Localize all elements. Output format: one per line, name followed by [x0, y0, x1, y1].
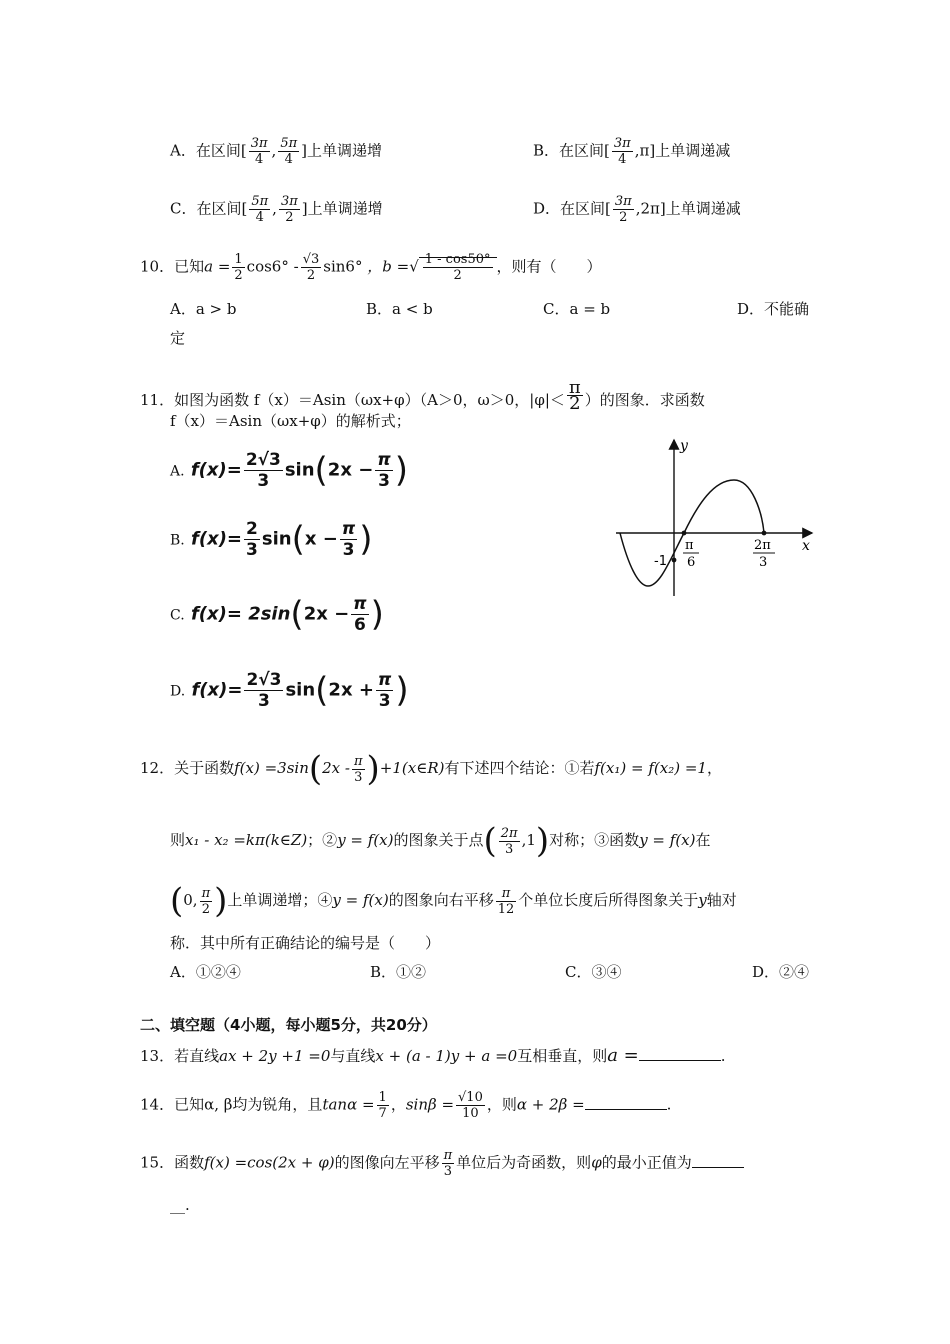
q9-option-a: A．在区间[ $\frac{3\pi}{4}$ , $\frac{5\pi}{4}$ ]上单调递增	[170, 136, 383, 167]
q12-option-b: B．①②	[370, 963, 427, 981]
q11-stem-line2: f（x）＝Asin（ωx+φ）的解析式；	[170, 412, 411, 430]
q15-cont: __.	[170, 1196, 190, 1214]
y-axis-label: y	[680, 438, 688, 454]
q12-option-a: A．①②④	[170, 963, 241, 981]
q12-option-c: C．③④	[565, 963, 622, 981]
q9-option-d: D．在区间[ $\frac{3\pi}{2}$ ,2π]上单调递减	[533, 194, 741, 225]
q14: 14．已知α, β均为锐角，且tanα = $\frac{1}{7}$ ，sinβ = $\frac{√10}{10}$ ，则α + 2β = .	[140, 1090, 672, 1121]
q10-option-c: C．a = b	[543, 300, 611, 318]
section-title: 二、填空题（4小题，每小题5分，共20分）	[140, 1016, 437, 1034]
tick-2pi-3-den: 3	[759, 555, 768, 570]
tick-2pi-3-num: 2π	[754, 538, 771, 553]
q12-line1: 12．关于函数f(x) =3sin(2x - $\frac{\pi}{3}$ )+1(x∈R)有下述四个结论：①若f(x₁) = f(x₂) =1，	[140, 749, 722, 789]
q11-option-a: A. f(x)= $\frac{2√3}{3}$ sin(2x − $\frac{\pi}{3}$ )	[170, 450, 408, 491]
q9-option-c: C．在区间[ $\frac{5\pi}{4}$ , $\frac{3\pi}{2}$ ]上单调递增	[170, 194, 383, 225]
point-2pi-3	[762, 531, 767, 536]
q12-line2: 则x₁ - x₂ =kπ(k∈Z)；②y = f(x)的图象关于点( $\frac{2\pi}{3}$ ,1)对称；③函数y = f(x)在	[170, 821, 711, 861]
q11-stem-line1: 11．如图为函数 f（x）＝Asin（ωx+φ）（A＞0，ω＞0，|φ|＜ $\frac{\pi}{2}$ ）的图象．求函数	[140, 377, 705, 414]
q9-option-b: B．在区间[ $\frac{3\pi}{4}$ ,π]上单调递减	[533, 136, 731, 167]
tick-pi-6-num: π	[685, 538, 694, 553]
point-pi-6	[682, 531, 687, 536]
q10-option-d: D．不能确	[737, 300, 810, 318]
q11-option-c: C. f(x)= 2sin(2x − $\frac{\pi}{6}$ )	[170, 594, 384, 635]
q11-option-d: D. f(x)= $\frac{2√3}{3}$ sin(2x + $\frac{\pi}{3}$ )	[170, 670, 409, 711]
q12-line4: 称．其中所有正确结论的编号是（ ）	[170, 934, 441, 952]
q10-option-b: B．a < b	[366, 300, 433, 318]
q11-sine-graph	[612, 436, 822, 598]
q13-answer-blank[interactable]	[639, 1046, 721, 1061]
q14-answer-blank[interactable]	[585, 1095, 667, 1110]
q10-stem: 10．已知a = $\frac{1}{2}$ cos6° - $\frac{√3}{2}$ sin6° ，b =√ $\frac{1 - \cos 50^\circ}{2}$ ，则有（ ）	[140, 252, 602, 283]
q11-option-b: B. f(x)= $\frac{2}{3}$ sin(x − $\frac{\pi}{3}$ )	[170, 519, 373, 560]
q15: 15．函数f(x) =cos(2x + φ)的图像向左平移 $\frac{\pi}{3}$ 单位后为奇函数，则φ的最小正值为	[140, 1148, 744, 1179]
q10-option-d-cont: 定	[170, 329, 186, 347]
label-minus-one: -1	[654, 554, 667, 569]
point-minus-one	[672, 558, 677, 563]
q15-answer-blank[interactable]	[692, 1153, 744, 1168]
q10-option-a: A．a > b	[170, 300, 237, 318]
x-axis-label: x	[802, 538, 810, 554]
q12-line3: (0, $\frac{\pi}{2}$ )上单调递增；④y = f(x)的图象向右平移 $\frac{\pi}{12}$ 个单位长度后所得图象关于y轴对	[170, 881, 737, 921]
q13: 13．若直线ax + 2y +1 =0与直线x + (a - 1)y + a =0互相垂直，则a = .	[140, 1045, 726, 1066]
tick-pi-6-den: 6	[687, 555, 696, 570]
q12-option-d: D．②④	[752, 963, 810, 981]
